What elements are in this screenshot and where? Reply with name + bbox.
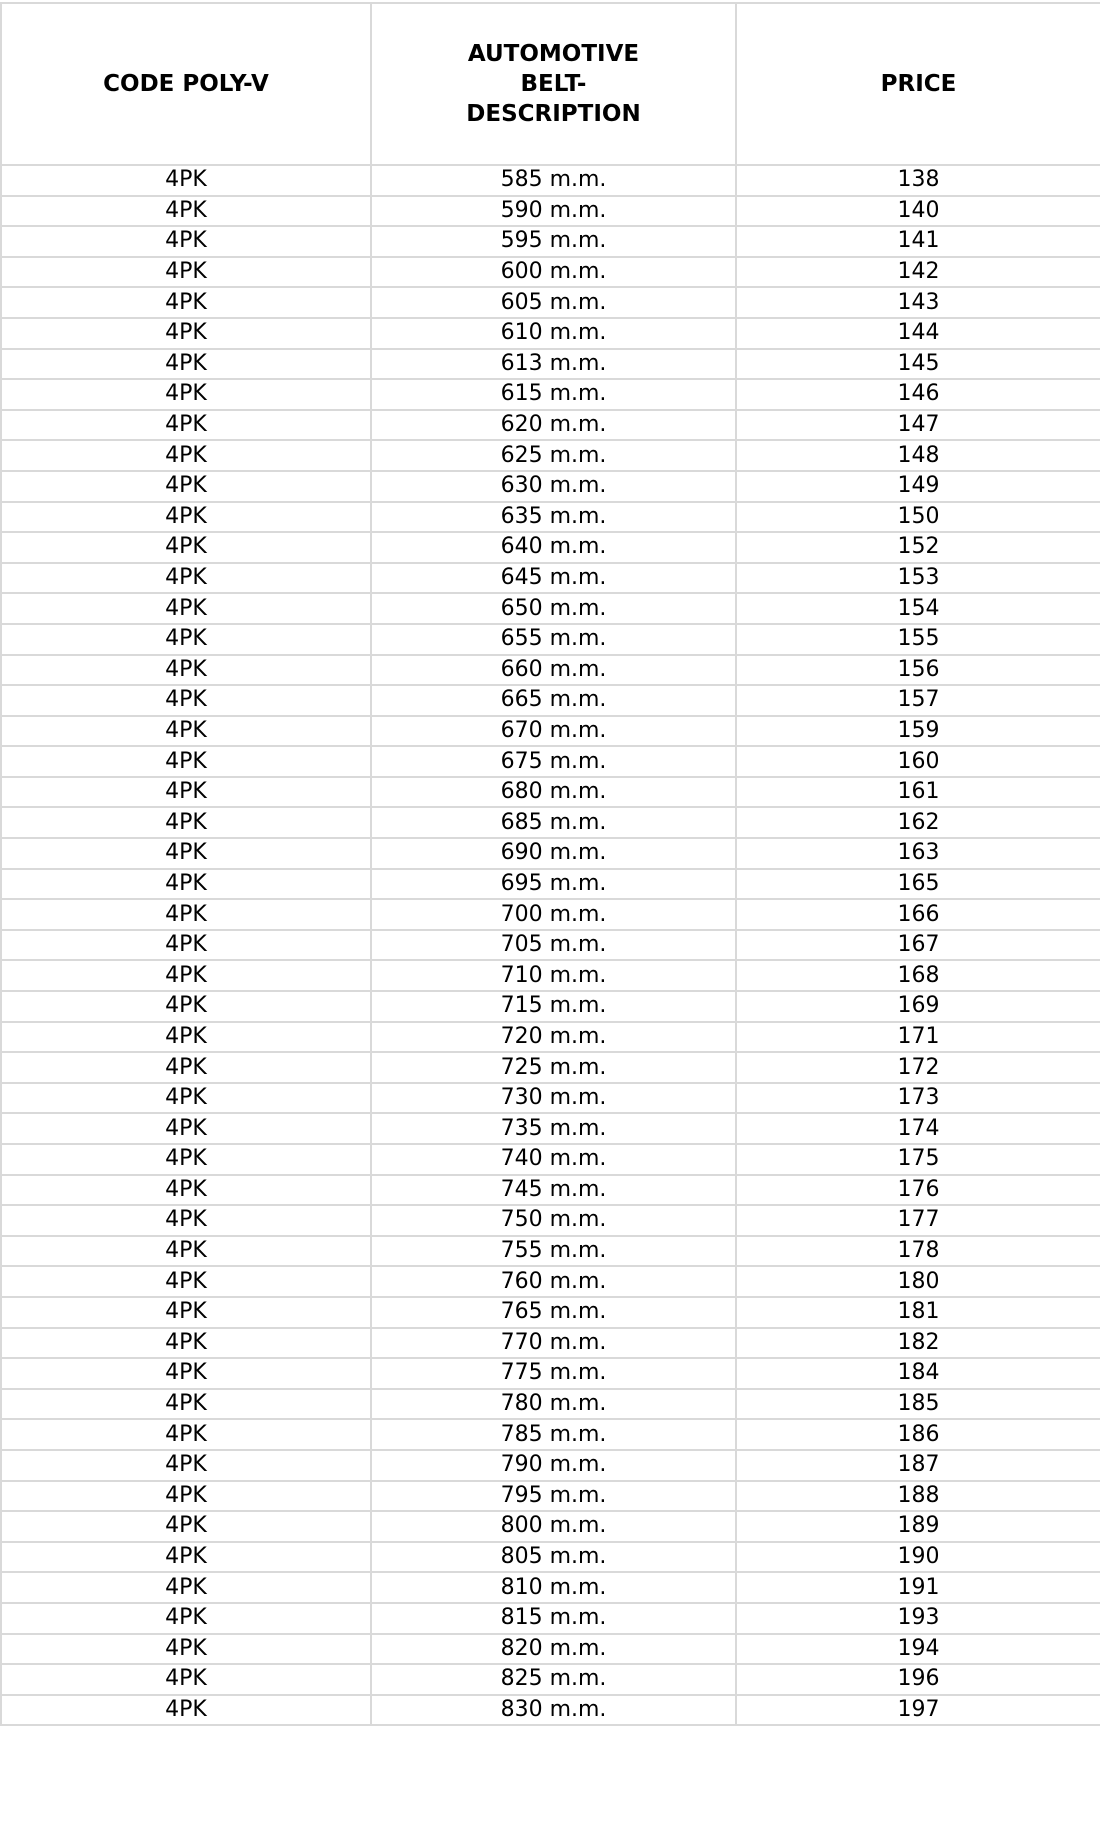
table-row — [1, 593, 1100, 624]
cell-description: 705 m.m. — [371, 930, 736, 961]
cell-code: 4PK — [1, 1144, 371, 1175]
cell-price: 141 — [736, 226, 1100, 257]
cell-code: 4PK — [1, 1113, 371, 1144]
header-code-poly-v — [1, 3, 371, 165]
header-automotive-belt-description — [371, 3, 736, 165]
cell-price: 190 — [736, 1542, 1100, 1573]
cell-price: 193 — [736, 1603, 1100, 1634]
cell-price: 166 — [736, 899, 1100, 930]
table-row — [1, 1113, 1100, 1144]
cell-price: 174 — [736, 1113, 1100, 1144]
cell-price: 162 — [736, 807, 1100, 838]
cell-code: 4PK — [1, 899, 371, 930]
cell-description: 770 m.m. — [371, 1328, 736, 1359]
table-row — [1, 838, 1100, 869]
table-row — [1, 1328, 1100, 1359]
table-row — [1, 1542, 1100, 1573]
cell-code: 4PK — [1, 869, 371, 900]
cell-code: 4PK — [1, 1542, 371, 1573]
cell-description: 730 m.m. — [371, 1083, 736, 1114]
cell-price: 186 — [736, 1419, 1100, 1450]
cell-price: 145 — [736, 349, 1100, 380]
cell-code: 4PK — [1, 165, 371, 196]
cell-price: 189 — [736, 1511, 1100, 1542]
cell-description: 625 m.m. — [371, 440, 736, 471]
cell-price: 182 — [736, 1328, 1100, 1359]
cell-price: 144 — [736, 318, 1100, 349]
cell-description: 695 m.m. — [371, 869, 736, 900]
table-row — [1, 379, 1100, 410]
cell-description: 760 m.m. — [371, 1266, 736, 1297]
header-code-label: CODE POLY-V — [103, 71, 269, 97]
table-row — [1, 1083, 1100, 1114]
cell-description: 690 m.m. — [371, 838, 736, 869]
table-row — [1, 624, 1100, 655]
cell-description: 645 m.m. — [371, 563, 736, 594]
cell-description: 755 m.m. — [371, 1236, 736, 1267]
table-row — [1, 1481, 1100, 1512]
table-row — [1, 746, 1100, 777]
cell-price: 160 — [736, 746, 1100, 777]
cell-code: 4PK — [1, 1358, 371, 1389]
cell-code: 4PK — [1, 318, 371, 349]
table-row — [1, 410, 1100, 441]
table-row — [1, 349, 1100, 380]
cell-description: 735 m.m. — [371, 1113, 736, 1144]
table-row — [1, 165, 1100, 196]
cell-code: 4PK — [1, 196, 371, 227]
cell-code: 4PK — [1, 1266, 371, 1297]
cell-description: 820 m.m. — [371, 1634, 736, 1665]
table-row — [1, 1450, 1100, 1481]
cell-code: 4PK — [1, 1389, 371, 1420]
table-row — [1, 1236, 1100, 1267]
cell-description: 635 m.m. — [371, 502, 736, 533]
cell-description: 825 m.m. — [371, 1664, 736, 1695]
table-row — [1, 471, 1100, 502]
cell-price: 146 — [736, 379, 1100, 410]
table-row — [1, 960, 1100, 991]
table-row — [1, 1664, 1100, 1695]
table-row — [1, 1205, 1100, 1236]
table-row — [1, 563, 1100, 594]
cell-description: 830 m.m. — [371, 1695, 736, 1726]
cell-price: 157 — [736, 685, 1100, 716]
cell-description: 805 m.m. — [371, 1542, 736, 1573]
cell-code: 4PK — [1, 226, 371, 257]
cell-price: 173 — [736, 1083, 1100, 1114]
cell-code: 4PK — [1, 379, 371, 410]
cell-price: 165 — [736, 869, 1100, 900]
cell-price: 159 — [736, 716, 1100, 747]
table-row — [1, 318, 1100, 349]
cell-code: 4PK — [1, 532, 371, 563]
cell-code: 4PK — [1, 1419, 371, 1450]
header-price — [736, 3, 1100, 165]
cell-code: 4PK — [1, 471, 371, 502]
cell-code: 4PK — [1, 807, 371, 838]
cell-description: 795 m.m. — [371, 1481, 736, 1512]
cell-price: 153 — [736, 563, 1100, 594]
cell-code: 4PK — [1, 1175, 371, 1206]
cell-description: 710 m.m. — [371, 960, 736, 991]
cell-price: 143 — [736, 287, 1100, 318]
cell-description: 790 m.m. — [371, 1450, 736, 1481]
cell-code: 4PK — [1, 593, 371, 624]
cell-description: 585 m.m. — [371, 165, 736, 196]
cell-price: 180 — [736, 1266, 1100, 1297]
table-row — [1, 655, 1100, 686]
cell-description: 700 m.m. — [371, 899, 736, 930]
cell-description: 590 m.m. — [371, 196, 736, 227]
cell-code: 4PK — [1, 655, 371, 686]
cell-code: 4PK — [1, 777, 371, 808]
cell-price: 168 — [736, 960, 1100, 991]
table-row — [1, 1175, 1100, 1206]
cell-price: 177 — [736, 1205, 1100, 1236]
cell-price: 175 — [736, 1144, 1100, 1175]
header-description-label: AUTOMOTIVE BELT- DESCRIPTION — [466, 41, 641, 127]
cell-code: 4PK — [1, 960, 371, 991]
cell-price: 155 — [736, 624, 1100, 655]
table-row — [1, 1572, 1100, 1603]
cell-code: 4PK — [1, 716, 371, 747]
cell-price: 167 — [736, 930, 1100, 961]
cell-price: 172 — [736, 1052, 1100, 1083]
table-row — [1, 1603, 1100, 1634]
cell-price: 171 — [736, 1022, 1100, 1053]
cell-description: 745 m.m. — [371, 1175, 736, 1206]
cell-description: 680 m.m. — [371, 777, 736, 808]
table-row — [1, 1358, 1100, 1389]
cell-price: 140 — [736, 196, 1100, 227]
cell-description: 780 m.m. — [371, 1389, 736, 1420]
cell-description: 660 m.m. — [371, 655, 736, 686]
cell-description: 775 m.m. — [371, 1358, 736, 1389]
cell-price: 138 — [736, 165, 1100, 196]
table-row — [1, 1419, 1100, 1450]
table-row — [1, 226, 1100, 257]
cell-description: 650 m.m. — [371, 593, 736, 624]
table-row — [1, 257, 1100, 288]
table-row — [1, 899, 1100, 930]
cell-price: 194 — [736, 1634, 1100, 1665]
table-row — [1, 869, 1100, 900]
cell-code: 4PK — [1, 349, 371, 380]
cell-description: 655 m.m. — [371, 624, 736, 655]
table-row — [1, 287, 1100, 318]
cell-description: 765 m.m. — [371, 1297, 736, 1328]
cell-price: 178 — [736, 1236, 1100, 1267]
table-row — [1, 716, 1100, 747]
cell-price: 147 — [736, 410, 1100, 441]
cell-code: 4PK — [1, 1236, 371, 1267]
cell-code: 4PK — [1, 1664, 371, 1695]
table-row — [1, 807, 1100, 838]
cell-code: 4PK — [1, 287, 371, 318]
cell-price: 142 — [736, 257, 1100, 288]
table-row — [1, 532, 1100, 563]
cell-description: 665 m.m. — [371, 685, 736, 716]
cell-price: 148 — [736, 440, 1100, 471]
table-row — [1, 777, 1100, 808]
cell-description: 750 m.m. — [371, 1205, 736, 1236]
cell-code: 4PK — [1, 1052, 371, 1083]
cell-code: 4PK — [1, 1603, 371, 1634]
cell-code: 4PK — [1, 257, 371, 288]
cell-description: 610 m.m. — [371, 318, 736, 349]
table-row — [1, 196, 1100, 227]
cell-code: 4PK — [1, 410, 371, 441]
header-price-label: PRICE — [880, 71, 957, 97]
cell-code: 4PK — [1, 1634, 371, 1665]
cell-description: 640 m.m. — [371, 532, 736, 563]
cell-price: 150 — [736, 502, 1100, 533]
table-row — [1, 1266, 1100, 1297]
cell-code: 4PK — [1, 838, 371, 869]
cell-code: 4PK — [1, 1481, 371, 1512]
cell-description: 715 m.m. — [371, 991, 736, 1022]
cell-price: 191 — [736, 1572, 1100, 1603]
cell-description: 615 m.m. — [371, 379, 736, 410]
table-row — [1, 1695, 1100, 1726]
table-row — [1, 930, 1100, 961]
table-header — [1, 3, 1100, 165]
cell-code: 4PK — [1, 1511, 371, 1542]
cell-code: 4PK — [1, 1328, 371, 1359]
cell-code: 4PK — [1, 685, 371, 716]
cell-description: 720 m.m. — [371, 1022, 736, 1053]
cell-price: 152 — [736, 532, 1100, 563]
cell-code: 4PK — [1, 502, 371, 533]
cell-price: 169 — [736, 991, 1100, 1022]
price-table-container — [0, 2, 1100, 1726]
cell-price: 187 — [736, 1450, 1100, 1481]
table-row — [1, 1052, 1100, 1083]
cell-price: 176 — [736, 1175, 1100, 1206]
cell-price: 188 — [736, 1481, 1100, 1512]
cell-price: 184 — [736, 1358, 1100, 1389]
cell-description: 620 m.m. — [371, 410, 736, 441]
cell-code: 4PK — [1, 440, 371, 471]
cell-code: 4PK — [1, 746, 371, 777]
cell-code: 4PK — [1, 1450, 371, 1481]
cell-description: 600 m.m. — [371, 257, 736, 288]
table-row — [1, 440, 1100, 471]
table-row — [1, 991, 1100, 1022]
table-row — [1, 502, 1100, 533]
cell-price: 149 — [736, 471, 1100, 502]
cell-description: 725 m.m. — [371, 1052, 736, 1083]
cell-price: 161 — [736, 777, 1100, 808]
table-row — [1, 685, 1100, 716]
cell-code: 4PK — [1, 563, 371, 594]
cell-code: 4PK — [1, 1205, 371, 1236]
cell-description: 675 m.m. — [371, 746, 736, 777]
cell-price: 197 — [736, 1695, 1100, 1726]
cell-description: 815 m.m. — [371, 1603, 736, 1634]
cell-description: 613 m.m. — [371, 349, 736, 380]
cell-price: 156 — [736, 655, 1100, 686]
cell-description: 670 m.m. — [371, 716, 736, 747]
table-row — [1, 1144, 1100, 1175]
cell-code: 4PK — [1, 1695, 371, 1726]
cell-description: 785 m.m. — [371, 1419, 736, 1450]
cell-code: 4PK — [1, 1083, 371, 1114]
cell-description: 595 m.m. — [371, 226, 736, 257]
header-row — [1, 3, 1100, 165]
cell-price: 163 — [736, 838, 1100, 869]
cell-description: 810 m.m. — [371, 1572, 736, 1603]
cell-code: 4PK — [1, 1297, 371, 1328]
table-row — [1, 1389, 1100, 1420]
cell-description: 740 m.m. — [371, 1144, 736, 1175]
table-body — [1, 165, 1100, 1725]
table-row — [1, 1022, 1100, 1053]
table-row — [1, 1511, 1100, 1542]
cell-description: 800 m.m. — [371, 1511, 736, 1542]
cell-price: 181 — [736, 1297, 1100, 1328]
cell-price: 154 — [736, 593, 1100, 624]
cell-description: 630 m.m. — [371, 471, 736, 502]
cell-code: 4PK — [1, 991, 371, 1022]
table-row — [1, 1634, 1100, 1665]
cell-price: 185 — [736, 1389, 1100, 1420]
price-table — [0, 2, 1100, 1726]
cell-description: 685 m.m. — [371, 807, 736, 838]
cell-price: 196 — [736, 1664, 1100, 1695]
cell-code: 4PK — [1, 624, 371, 655]
cell-code: 4PK — [1, 930, 371, 961]
table-row — [1, 1297, 1100, 1328]
cell-code: 4PK — [1, 1572, 371, 1603]
cell-code: 4PK — [1, 1022, 371, 1053]
cell-description: 605 m.m. — [371, 287, 736, 318]
